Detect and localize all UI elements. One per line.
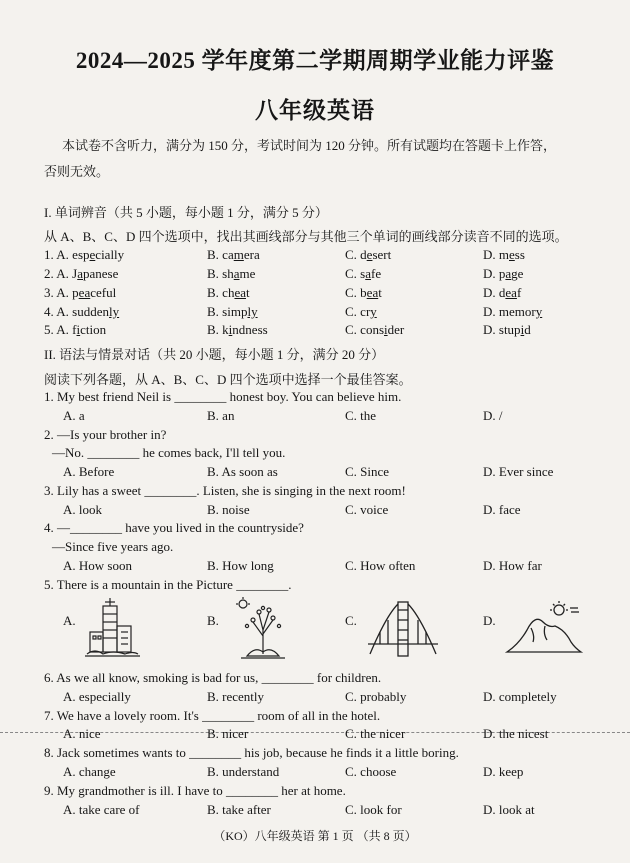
question-1-stem: 1. My best friend Neil is ________ honest boy. You can believe him.: [44, 389, 402, 404]
q4-option-a[interactable]: A. How soon: [63, 558, 132, 573]
question-2-stem: 2. —Is your brother in?: [44, 427, 167, 442]
q4-option-c[interactable]: C. How often: [345, 558, 416, 573]
question-2-stem-2: —No. ________ he comes back, I'll tell you.: [52, 445, 286, 460]
question-number: 5. A.: [44, 322, 73, 337]
phonetics-q1-option-d[interactable]: [483, 247, 525, 263]
q6-option-d[interactable]: D. completely: [483, 689, 557, 704]
word-segment: B. ch: [207, 285, 235, 300]
question-4-stem-2: —Since five years ago.: [52, 539, 174, 554]
phonetics-q2-option-d[interactable]: [483, 266, 523, 282]
q7-option-b[interactable]: B. nicer: [207, 726, 249, 741]
q5-option-c[interactable]: C.: [345, 613, 357, 628]
underlined-segment: m: [233, 247, 244, 262]
phonetics-q2-option-c[interactable]: [345, 266, 381, 282]
phonetics-q3-option-a[interactable]: [44, 285, 116, 301]
question-number: 2. A.: [44, 266, 73, 281]
word-segment: f: [516, 285, 522, 300]
word-segment: D. p: [483, 266, 506, 281]
q5-option-a[interactable]: A.: [63, 613, 76, 628]
page-title: 2024—2025 学年度第二学期周期学业能力评鉴: [75, 48, 555, 73]
phonetics-q4-option-d[interactable]: [483, 304, 542, 320]
underlined-segment: a: [505, 266, 512, 281]
q8-option-c[interactable]: C. choose: [345, 764, 397, 779]
underlined-segment: y: [370, 304, 377, 319]
q8-option-b[interactable]: B. understand: [207, 764, 280, 779]
phonetics-q5-option-d[interactable]: [483, 322, 531, 338]
phonetics-q4-option-b[interactable]: [207, 304, 258, 320]
word-segment: fe: [371, 266, 382, 281]
q2-option-c[interactable]: C. Since: [345, 464, 390, 479]
section-2-instruction: 阅读下列各题，从 A、B、C、D 四个选项中选择一个最佳答案。: [44, 372, 412, 387]
phonetics-q2-option-a[interactable]: [44, 266, 118, 282]
q1-option-b[interactable]: B. an: [207, 408, 235, 423]
q1-option-a[interactable]: A. a: [63, 408, 85, 423]
word-segment: B. simp: [207, 304, 248, 319]
word-segment: era: [243, 247, 260, 262]
question-5-stem: 5. There is a mountain in the Picture ________.: [44, 577, 292, 592]
underlined-segment: y: [535, 304, 543, 319]
q9-option-d[interactable]: D. look at: [483, 802, 535, 817]
word-segment: p: [72, 285, 79, 300]
word-segment: C. s: [345, 266, 366, 281]
section-2-heading: II. 语法与情景对话（共 20 小题，每小题 1 分，满分 20 分）: [44, 347, 385, 362]
city-buildings-picture: [85, 596, 140, 658]
underlined-segment: a: [233, 266, 240, 281]
q6-option-b[interactable]: B. recently: [207, 689, 265, 704]
question-number: 3. A.: [44, 285, 73, 300]
mountain-picture: [505, 600, 583, 656]
word-segment: ction: [80, 322, 107, 337]
word-segment: B. k: [207, 322, 229, 337]
question-3-stem: 3. Lily has a sweet ________. Listen, she is singing in the next room!: [44, 483, 406, 498]
q2-option-a[interactable]: A. Before: [63, 464, 115, 479]
phonetics-q5-option-c[interactable]: [345, 322, 404, 338]
question-4-stem: 4. —________ have you lived in the countryside?: [44, 520, 304, 535]
word-segment: f: [72, 322, 77, 337]
phonetics-q5-option-b[interactable]: [207, 322, 268, 338]
page-footer: （KO）八年级英语 第 1 页 （共 8 页）: [213, 829, 417, 843]
underlined-segment: e: [89, 247, 96, 262]
question-9-stem: 9. My grandmother is ill. I have to ________ her at home.: [44, 783, 346, 798]
q8-option-d[interactable]: D. keep: [483, 764, 524, 779]
section-1-heading: I. 单词辨音（共 5 小题，每小题 1 分，满分 5 分）: [44, 205, 328, 220]
word-segment: cially: [95, 247, 125, 262]
word-segment: C. b: [345, 285, 367, 300]
phonetics-q3-option-d[interactable]: [483, 285, 521, 301]
phonetics-q5-option-a[interactable]: [44, 322, 106, 338]
word-segment: esp: [72, 247, 90, 262]
q1-option-c[interactable]: C. the: [345, 408, 377, 423]
q4-option-d[interactable]: D. How far: [483, 558, 542, 573]
word-segment: sudden: [72, 304, 110, 319]
word-segment: B. ca: [207, 247, 234, 262]
q3-option-b[interactable]: B. noise: [207, 502, 250, 517]
word-segment: C. cons: [345, 322, 384, 337]
word-segment: der: [387, 322, 405, 337]
question-8-stem: 8. Jack sometimes wants to ________ his job, because he finds it a little boring.: [44, 745, 459, 760]
underlined-segment: ea: [78, 285, 91, 300]
intro-line-1: 本试卷不含听力，满分为 150 分，考试时间为 120 分钟。所有试题均在答题卡上作答，: [62, 138, 557, 153]
underlined-segment: ea: [234, 285, 246, 300]
word-segment: D. memor: [483, 304, 536, 319]
word-segment: ndness: [232, 322, 268, 337]
q1-option-d[interactable]: D. /: [483, 408, 503, 423]
word-segment: d: [524, 322, 531, 337]
q7-option-d[interactable]: D. the nicest: [483, 726, 549, 741]
q3-option-c[interactable]: C. voice: [345, 502, 389, 517]
q9-option-a[interactable]: A. take care of: [63, 802, 140, 817]
underlined-segment: i: [76, 322, 81, 337]
q3-option-a[interactable]: A. look: [63, 502, 102, 517]
word-segment: B. sh: [207, 266, 234, 281]
word-segment: ceful: [90, 285, 117, 300]
word-segment: sert: [372, 247, 392, 262]
word-segment: D. stup: [483, 322, 521, 337]
underlined-segment: e: [366, 247, 373, 262]
word-segment: D. d: [483, 285, 506, 300]
underlined-segment: e: [509, 247, 515, 262]
underlined-segment: i: [520, 322, 525, 337]
q7-option-a[interactable]: A. nice: [63, 726, 101, 741]
phonetics-q2-option-b[interactable]: [207, 266, 255, 282]
intro-line-2: 否则无效。: [44, 164, 110, 179]
underlined-segment: i: [228, 322, 233, 337]
word-segment: D. m: [483, 247, 509, 262]
phonetics-q1-option-c[interactable]: [345, 247, 391, 263]
phonetics-q4-option-c[interactable]: [345, 304, 377, 320]
q6-option-c[interactable]: C. probably: [345, 689, 407, 704]
word-segment: t: [246, 285, 250, 300]
question-6-stem: 6. As we all know, smoking is bad for us, ________ for children.: [44, 670, 382, 685]
tree-picture: [233, 596, 293, 660]
q2-option-d[interactable]: D. Ever since: [483, 464, 554, 479]
word-segment: me: [239, 266, 256, 281]
q9-option-b[interactable]: B. take after: [207, 802, 271, 817]
word-segment: ss: [514, 247, 525, 262]
bridge-picture: [368, 596, 438, 660]
q5-option-b[interactable]: B.: [207, 613, 219, 628]
q9-option-c[interactable]: C. look for: [345, 802, 402, 817]
underlined-segment: a: [77, 266, 84, 281]
q3-option-d[interactable]: D. face: [483, 502, 521, 517]
underlined-segment: i: [384, 322, 388, 337]
q5-option-d[interactable]: D.: [483, 613, 496, 628]
q4-option-b[interactable]: B. How long: [207, 558, 274, 573]
question-7-stem: 7. We have a lovely room. It's ________ room of all in the hotel.: [44, 708, 381, 723]
word-segment: C. cr: [345, 304, 371, 319]
phonetics-q3-option-b[interactable]: [207, 285, 250, 301]
word-segment: J: [72, 266, 78, 281]
phonetics-q1-option-b[interactable]: [207, 247, 260, 263]
section-1-instruction: 从 A、B、C、D 四个选项中，找出其画线部分与其他三个单词的画线部分读音不同的选项。: [44, 229, 568, 244]
question-number: 4. A.: [44, 304, 73, 319]
underlined-segment: ly: [247, 304, 258, 319]
q7-option-c[interactable]: C. the nicer: [345, 726, 406, 741]
q8-option-a[interactable]: A. change: [63, 764, 116, 779]
phonetics-q3-option-c[interactable]: [345, 285, 382, 301]
phonetics-q1-option-a[interactable]: [44, 247, 124, 263]
word-segment: C. d: [345, 247, 367, 262]
phonetics-q4-option-a[interactable]: [44, 304, 119, 320]
underlined-segment: ly: [109, 304, 120, 319]
underlined-segment: ea: [505, 285, 517, 300]
q6-option-a[interactable]: A. especially: [63, 689, 131, 704]
underlined-segment: ea: [366, 285, 379, 300]
underlined-segment: a: [365, 266, 372, 281]
word-segment: t: [378, 285, 382, 300]
word-segment: ge: [511, 266, 524, 281]
q2-option-b[interactable]: B. As soon as: [207, 464, 278, 479]
page-subtitle: 八年级英语: [255, 98, 375, 123]
word-segment: panese: [83, 266, 119, 281]
question-number: 1. A.: [44, 247, 73, 262]
